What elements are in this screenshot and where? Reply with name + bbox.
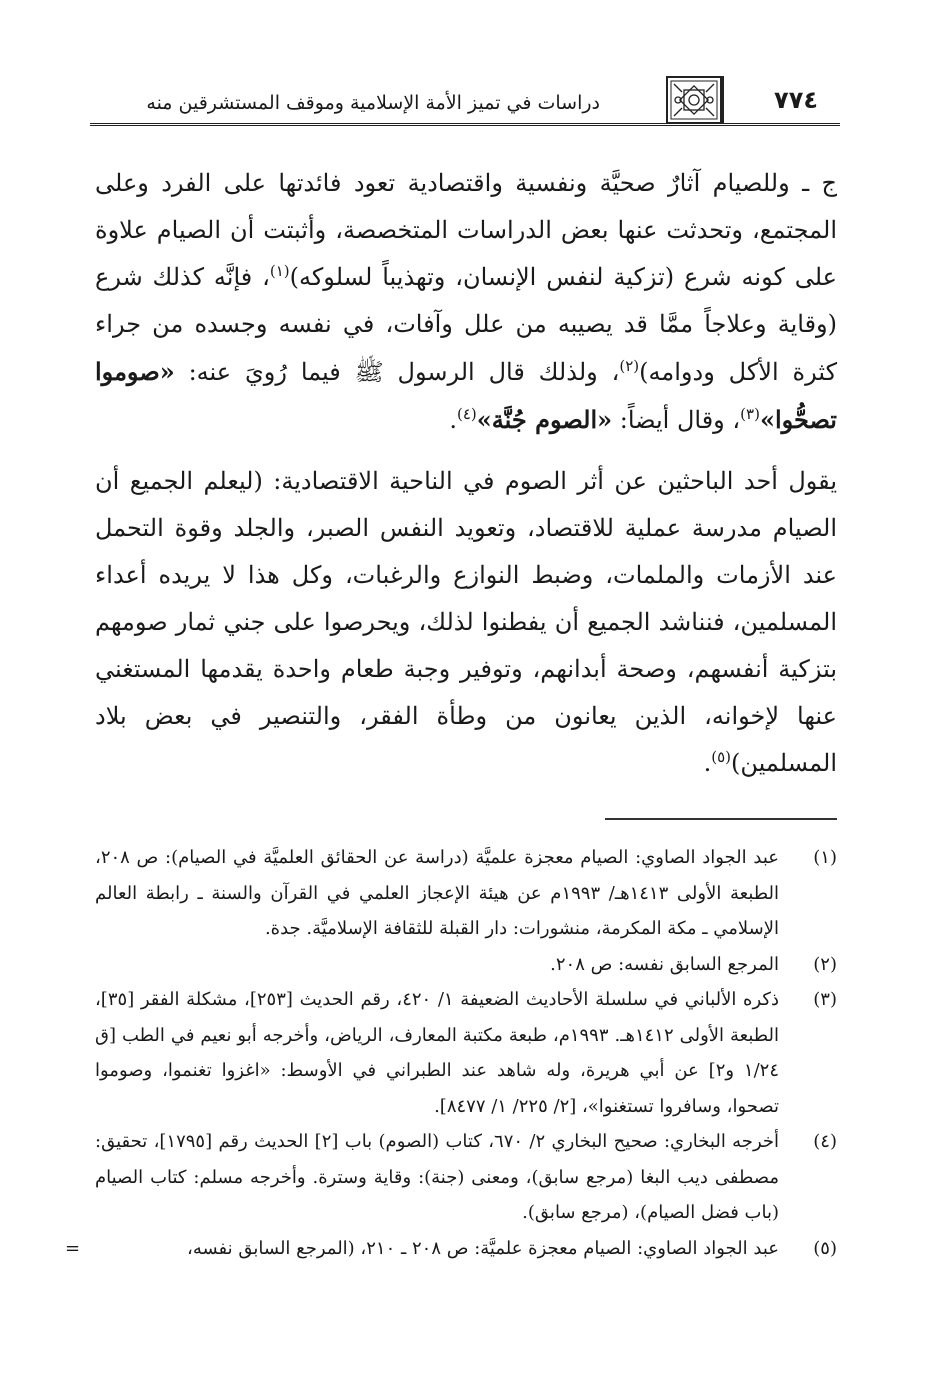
page-number: ٧٧٤ bbox=[774, 86, 818, 114]
text-run: ، وقال أيضاً: bbox=[612, 406, 741, 434]
footnote bbox=[65, 1231, 837, 1267]
header-rule bbox=[90, 123, 840, 126]
footnote-text: عبد الجواد الصاوي: الصيام معجزة علميَّة (دراسة عن الحقائق العلميَّة في الصيام): ص ٢٠٨، الطبعة الأولى ١٤١٣هـ/ ١٩٩٣م عن هيئة الإعجاز العلمي في القرآن والسنة ـ رابطة العالم الإسلامي ـ مكة المكرمة، منشورات: دار القبلة للثقافة الإسلاميَّة. جدة. bbox=[95, 847, 779, 939]
footnote-text: عبد الجواد الصاوي: الصيام معجزة علميَّة: ص ٢٠٨ ـ ٢١٠، (المرجع السابق نفسه، bbox=[187, 1237, 779, 1259]
footnote-ref-4[interactable]: (٤) bbox=[457, 405, 477, 423]
text-run: يقول أحد الباحثين عن أثر الصوم في الناحية الاقتصادية: (ليعلم الجميع أن الصيام مدرسة عملية للاقتصاد، وتعويد النفس الصبر، والجلد وقوة التحمل عند الأزمات والملمات، وضبط النوازع والرغبات، وكل هذا لا يريده أعداء المسلمين، فنناشد الجميع أن يفطنوا لذلك، ويحرصوا على جني ثمار صومهم بتزكية أنفسهم، وصحة أبدانهم، وتوفير وجبة طعام واحدة يقدمها المستغني عنها لإخوانه، الذين يعانون من وطأة الفقر، والتنصير في بعض بلاد المسلمين) bbox=[95, 467, 837, 777]
footnote-ref-2[interactable]: (٢) bbox=[619, 357, 640, 375]
footnote-ref-3[interactable]: (٣) bbox=[740, 405, 760, 423]
paragraph-health-benefits bbox=[95, 160, 837, 444]
footnote-number: (٤) bbox=[813, 1131, 837, 1152]
ornament-icon bbox=[666, 76, 722, 124]
footnote-number: (٥) bbox=[813, 1237, 837, 1259]
running-title: دراسات في تميز الأمة الإسلامية وموقف المستشرقين منه bbox=[146, 92, 600, 114]
footnote-text: المرجع السابق نفسه: ص ٢٠٨. bbox=[550, 953, 779, 975]
footnote-separator bbox=[605, 818, 837, 820]
paragraph-economic-aspect bbox=[95, 458, 837, 787]
footnote-text: أخرجه البخاري: صحيح البخاري ٢/ ٦٧٠، كتاب (الصوم) باب [٢] الحديث رقم [١٧٩٥]، تحقيق: مصطفى ديب البغا (مرجع سابق)، ومعنى (جنة): وقاية وسترة. وأخرجه مسلم: كتاب الصيام (باب فضل الصيام)، (مرجع سابق). bbox=[95, 1131, 779, 1223]
footnote-ref-5[interactable]: (٥) bbox=[711, 748, 732, 766]
text-run: . bbox=[703, 749, 712, 777]
page-header bbox=[90, 70, 840, 126]
text-run: . bbox=[449, 406, 457, 434]
text-run: ، ولذلك قال الرسول ﷺ فيما رُويَ عنه: bbox=[174, 358, 620, 386]
footnote bbox=[95, 982, 837, 1124]
main-text bbox=[95, 160, 837, 787]
folio-box bbox=[721, 76, 840, 124]
hadith-quote: «صوموا تصحُّوا» bbox=[95, 357, 837, 434]
text-run: ج ـ وللصيام آثارٌ صحيَّة ونفسية واقتصادية تعود فائدتها على الفرد وعلى المجتمع، وتحدثت عنها بعض الدراسات المتخصصة، وأثبتت أن الصيام علاوة على كونه شرع (تزكية لنفس الإنسان، وتهذيباً لسلوكه) bbox=[95, 169, 838, 291]
continuation-mark: = bbox=[65, 1237, 81, 1259]
footnote-number: (٢) bbox=[813, 953, 837, 975]
hadith-quote: «الصوم جُنَّة» bbox=[476, 405, 613, 434]
footnote bbox=[95, 840, 837, 947]
footnote-text: ذكره الألباني في سلسلة الأحاديث الضعيفة ١/ ٤٢٠، رقم الحديث [٢٥٣]، مشكلة الفقر [٣٥]، الطبعة الأولى ١٤١٢هـ. ١٩٩٣م، طبعة مكتبة المعارف، الرياض، وأخرجه أبو نعيم في الطب [ق ١/٢٤ و٢] عن أبي هريرة، وله شاهد عند الطبراني في الأوسط: «اغزوا تغنموا، وصوموا تصحوا، وسافروا تستغنوا»، [٢/ ٢٢٥/ ١/ ٨٤٧٧]. bbox=[95, 989, 780, 1117]
text-run: ، فإنَّه كذلك شرع (وقاية وعلاجاً ممَّا قد يصيبه من علل وآفات، في نفسه وجسده من جراء كثرة الأكل ودوامه) bbox=[95, 263, 837, 386]
footnote-ref-1[interactable]: (١) bbox=[269, 262, 290, 280]
footnote bbox=[95, 1124, 837, 1231]
footnote bbox=[95, 947, 837, 983]
footnote-number: (٣) bbox=[813, 989, 837, 1010]
footnote-number: (١) bbox=[813, 847, 837, 868]
footnotes bbox=[65, 840, 837, 1266]
